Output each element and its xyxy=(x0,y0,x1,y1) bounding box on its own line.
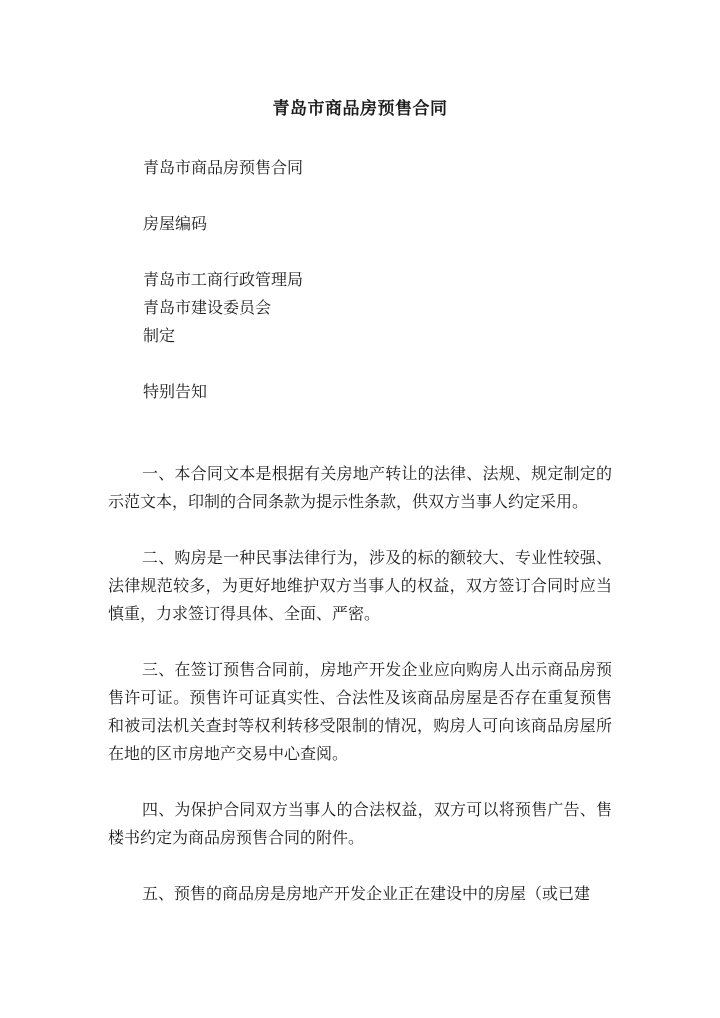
cover-subtitle: 青岛市商品房预售合同 xyxy=(143,158,304,177)
issuer-line-1: 青岛市工商行政管理局 xyxy=(143,270,304,289)
paragraph-1: 一、本合同文本是根据有关房地产转让的法律、法规、规定制定的示范文本，印制的合同条款为提示性条款，供双方当事人约定采用。 xyxy=(108,464,612,511)
house-code-label: 房屋编码 xyxy=(143,214,208,233)
notice-heading: 特别告知 xyxy=(143,382,208,401)
made-by-line: 制定 xyxy=(143,326,176,345)
paragraph-4: 四、为保护合同双方当事人的合法权益，双方可以将预售广告、售楼书约定为商品房预售合同的附件。 xyxy=(108,800,612,847)
paragraph-2: 二、购房是一种民事法律行为，涉及的标的额较大、专业性较强、法律规范较多，为更好地维护双方当事人的权益，双方签订合同时应当慎重，力求签订得具体、全面、严密。 xyxy=(108,548,612,623)
paragraph-3: 三、在签订预售合同前，房地产开发企业应向购房人出示商品房预售许可证。预售许可证真实性、合法性及该商品房屋是否存在重复预售和被司法机关查封等权利转移受限制的情况，购房人可向该商品房屋所在地的区市房地产交易中心查阅。 xyxy=(108,660,612,763)
issuer-line-2: 青岛市建设委员会 xyxy=(143,298,272,317)
paragraph-5: 五、预售的商品房是房地产开发企业正在建设中的房屋（或已建 xyxy=(142,884,591,903)
document-title: 青岛市商品房预售合同 xyxy=(272,99,448,119)
